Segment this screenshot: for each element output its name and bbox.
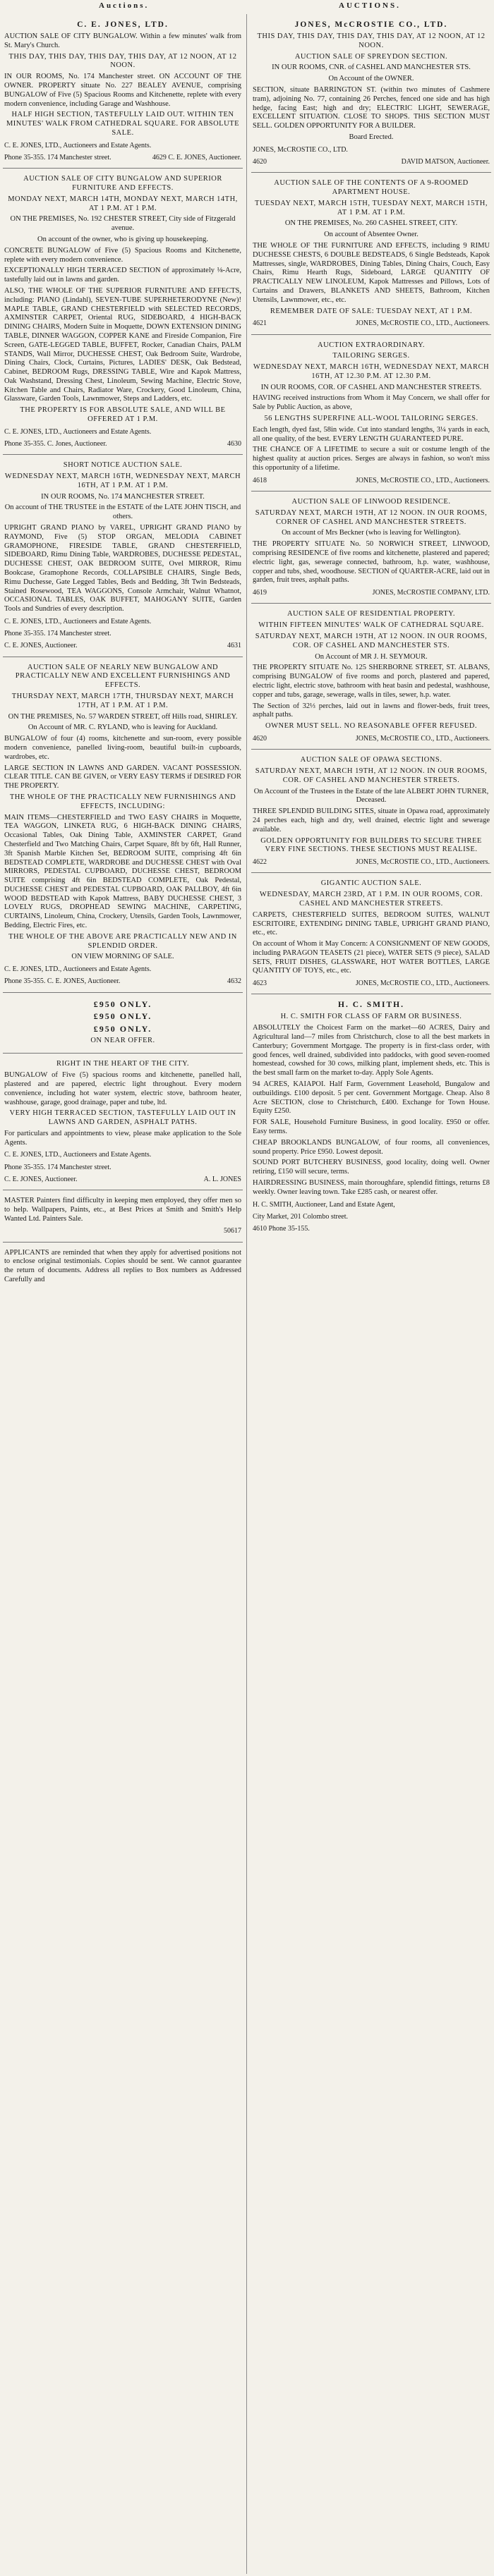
ad-signature: 4619 JONES, McCROSTIE COMPANY, LTD. <box>253 589 490 597</box>
column-rule <box>246 14 247 2574</box>
ad-text: AUCTION SALE OF THE CONTENTS OF A 9-ROOMED APARTMENT HOUSE. <box>274 179 469 196</box>
ad-text: For particulars and appointments to view, please make application to the Sole Agents. <box>4 1129 241 1147</box>
ad-text: TUESDAY NEXT, MARCH 15TH, TUESDAY NEXT, MARCH 15TH, AT 1 P.M. AT 1 P.M. <box>255 199 488 216</box>
ad-signature: H. C. SMITH, Auctioneer, Land and Estate Agent, <box>253 1200 395 1209</box>
ad-bealey-bungalow <box>3 14 243 169</box>
ad-apartment-house <box>251 173 491 334</box>
ad-signature: Phone 35-355. 174 Manchester street. <box>4 630 112 638</box>
ad-residential-property <box>251 604 491 750</box>
ad-text: WEDNESDAY NEXT, MARCH 16TH, WEDNESDAY NEXT, MARCH 16TH, AT 1 P.M. AT 1 P.M. <box>4 472 241 489</box>
ad-text: 56 LENGTHS SUPERFINE ALL-WOOL TAILORING SERGES. <box>264 415 478 423</box>
ad-short-notice <box>3 455 243 657</box>
ad-text: THE PROPERTY IS FOR ABSOLUTE SALE, AND WILL BE OFFERED AT 1 P.M. <box>20 406 226 424</box>
ad-text: £950 ONLY. <box>93 1023 152 1034</box>
ad-signature: 50617 <box>224 1227 241 1235</box>
ad-spreydon-section <box>251 14 491 173</box>
ad-text: On Account of MR J. H. SEYMOUR. <box>315 652 428 661</box>
ad-signature: JONES, McCROSTIE CO., LTD. <box>253 145 348 154</box>
ad-signature: C. E. JONES, LTD., Auctioneers and Estate Agents. <box>4 1151 152 1159</box>
ad-hc-smith <box>251 994 491 1239</box>
ad-text: AUCTION SALE OF RESIDENTIAL PROPERTY. <box>287 610 456 618</box>
ad-text: SECTION, situate BARRINGTON ST. (within two minutes of Cashmere tram), adjoining No. 77, containing 26 Perches, fenced one side and has high hedge, facing East; high and dry; ELECTRIC LIGHT, SEWERAGE, EXCELLENT SITUATION. CLOSE TO SHOPS. THIS SECTION MUST SELL. GOLDEN OPPORTUNITY FOR A BUILDER. <box>253 86 490 130</box>
ad-text: AUCTION EXTRAORDINARY. <box>318 341 425 349</box>
ad-text: BUNGALOW of four (4) rooms, kitchenette and sun-room, every possible modern convenience, panelled living-room, beautiful built-in cupboards, wardrobes, etc. <box>4 735 241 761</box>
ad-chester-street <box>3 169 243 455</box>
ad-text: £950 ONLY. <box>93 1011 152 1022</box>
ad-signature: C. E. JONES, LTD., Auctioneers and Estate Agents. <box>4 965 152 974</box>
ad-signature: 4610 Phone 35-155. <box>253 1225 310 1233</box>
ad-text: IN OUR ROOMS, No. 174 Manchester street. ON ACCOUNT OF THE OWNER. PROPERTY situate No. 227 BEALEY AVENUE, comprising BUNGALOW of Five (5) Spacious Rooms and Kitchenette, replete with every modern convenience, including Garage and Washhouse. <box>4 73 241 108</box>
ad-text: THE PROPERTY SITUATE No. 125 SHERBORNE STREET, ST. ALBANS, comprising BUNGALOW of five rooms and porch, plastered and papered, electric light, electric stove, bathroom with heat basin and pedestal, washhouse, copper and tubs, garage, sewerage, walls in tiles, sewer, h.p. water. <box>253 664 490 699</box>
ad-tailoring-serges <box>251 335 491 492</box>
ad-text: ON THE PREMISES, No. 57 WARDEN STREET, off Hills road, SHIRLEY. <box>8 712 238 721</box>
ad-text: FOR SALE, Household Furniture Business, in good locality. £950 or offer. Easy terms. <box>253 1118 490 1136</box>
ad-text: £950 ONLY. <box>93 999 152 1009</box>
ad-text: TAILORING SERGES. <box>332 352 410 360</box>
ad-signature: City Market, 201 Colombo street. <box>253 1212 348 1221</box>
ad-linwood-residence <box>251 492 491 604</box>
ad-text: HAIRDRESSING BUSINESS, main thoroughfare, splendid fittings, returns £8 weekly. Owner leaving town. Take £285 cash, or nearest offer. <box>253 1179 490 1196</box>
ad-text: THE CHANCE OF A LIFETIME to secure a suit or costume length of the highest quality at auction prices. Serges are always in fashion, so won't miss this opportunity of a lifetime. <box>253 446 490 472</box>
ad-applicants-notice <box>3 1243 243 1293</box>
ad-text: THE PROPERTY SITUATE No. 50 NORWICH STREET, LINWOOD, comprising RESIDENCE of five rooms and kitchenette, plastered and papered; electric light, gas, sewerage connected, bathroom, h.p. water, washhouse, copper and tubs, shed, woodhouse. SECTION of QUARTER-ACRE, laid out in garden, fruit trees, asphalt paths. <box>253 540 490 585</box>
ad-text: On account of the owner, who is giving up housekeeping. <box>37 235 208 243</box>
ad-text: SATURDAY NEXT, MARCH 19TH, AT 12 NOON. IN OUR ROOMS, CORNER OF CASHEL AND MANCHESTER STREETS. <box>255 508 488 526</box>
ad-shirley-bungalow <box>3 657 243 993</box>
ad-text: GIGANTIC AUCTION SALE. <box>320 879 422 888</box>
ad-text: Each length, dyed fast, 58in wide. Cut into standard lengths, 3¼ yards in each, all one quality, of the best. EVERY LENGTH GUARANTEED PURE. <box>253 425 490 443</box>
ad-price-list <box>3 993 243 1054</box>
ad-text: The Section of 32⅓ perches, laid out in lawns and flower-beds, fruit trees, asphalt paths. <box>253 702 490 719</box>
ad-text: MAIN ITEMS—CHESTERFIELD and TWO EASY CHAIRS in Moquette, TEA WAGGON, LINKETA RUG, 6 HIGH-BACK DINING CHAIRS, Occasional Tables, Oak Dining Table, AXMINSTER CARPET, Grand Chesterfield and Two Matching Chairs, Carpet Square, 8ft by 6ft, Hall Runner, 3ft Spanish Marble Kitchen Set, BEDROOM SUITE, comprising 4ft 6in BEDSTEAD COMPLETE, WARDROBE and DUCHESSE CHEST with Oval MIRRORS, PEDESTAL CUPBOARD, DUCHESSE CHEST, BEDROOM SUITE comprising 4ft 6in BEDSTEAD COMPLETE, Oak Pedestal, DUCHESSE CHEST and PEDESTAL CUPBOARD, OAK PALLBOY, 4ft 6in WOOD BEDSTEAD with Kapok Mattress, BABY DUCHESSE CHEST, 3 LOVELY RUGS, DROPHEAD SEWING MACHINE, CARPETING, CURTAINS, Linoleum, China, Crockery, Utensils, Garden Tools, Lawnmower, Bedding, Electric Fires, etc. <box>4 813 241 930</box>
ad-text: RIGHT IN THE HEART OF THE CITY. <box>56 1060 190 1068</box>
header-left: Auctions. <box>99 1 150 10</box>
ad-text: CONCRETE BUNGALOW of Five (5) Spacious Rooms and Kitchenette, replete with every modern convenience. <box>4 246 241 264</box>
ad-opawa-sections <box>251 750 491 873</box>
right-column <box>251 14 491 2574</box>
ad-signature: 4621 JONES, McCROSTIE CO., LTD., Auctioneers. <box>253 319 490 328</box>
ad-text: LARGE SECTION IN LAWNS AND GARDEN. VACANT POSSESSION. CLEAR TITLE. CAN BE GIVEN, or VERY EASY TERMS if DESIRED FOR THE PROPERTY. <box>4 764 241 790</box>
ad-signature: Phone 35-355. 174 Manchester street. 4629 C. E. JONES, Auctioneer. <box>4 153 241 161</box>
ad-signature: C. E. JONES, LTD., Auctioneers and Estate Agents. <box>4 618 152 625</box>
ad-text: SATURDAY NEXT, MARCH 19TH, AT 12 NOON. IN OUR ROOMS, COR. OF CASHEL AND MANCHESTER STS. <box>255 633 488 649</box>
ad-text: WEDNESDAY, MARCH 23RD, AT 1 P.M. IN OUR ROOMS, COR. CASHEL AND MANCHESTER STREETS. <box>259 891 483 908</box>
ad-text: HALF HIGH SECTION, TASTEFULLY LAID OUT. WITHIN TEN MINUTES' WALK FROM CATHEDRAL SQUARE. FOR ABSOLUTE SALE. <box>6 111 240 137</box>
ad-text: UPRIGHT GRAND PIANO by VAREL, UPRIGHT GRAND PIANO by RAYMOND, Five (5) STOP ORGAN, MELODIA CABINET GRAMOPHONE, FIRESIDE TABLE, GRAND CHESTERFIELD, SIDEBOARD, Rimu Dining Table, WARDROBES, DUCHESSE PEDESTAL, DUCHESSE CHEST, OAK BEDROOM SUITE, Ovel MIRROR, Rimu Bookcase, Gramophone Records, COLLAPSIBLE CHAIRS, Single Beds, Rimu Duchesse, Gate Legged Tables, Beds and Bedding, 3ft Twin Bedsteads, Stained Rosewood, TEA WAGGONS, Console Armchair, Walnut Whatnot, OCCASIONAL TABLES, OAK BUFFET, MAHOGANY SUITE, Garden Tools and Sundries of every description. <box>4 524 241 614</box>
ad-signature: 4620 JONES, McCROSTIE CO., LTD., Auctioneers. <box>253 734 490 743</box>
ad-text: CHEAP BROOKLANDS BUNGALOW, of four rooms, all conveniences, sound property. Price £950. Lowest deposit. <box>253 1138 490 1156</box>
ad-text: ON VIEW MORNING OF SALE. <box>71 953 174 961</box>
ad-text: SOUND PORT BUTCHERY BUSINESS, good locality, doing well. Owner retiring, £150 will secure, terms. <box>253 1159 490 1176</box>
ad-text: REMEMBER DATE OF SALE: TUESDAY NEXT, AT 1 P.M. <box>270 307 473 315</box>
ad-signature: C. E. JONES, LTD., Auctioneers and Estate Agents. <box>4 141 152 149</box>
ad-text: THE WHOLE OF THE FURNITURE AND EFFECTS, including 9 RIMU DUCHESSE CHESTS, 6 DOUBLE BEDSTEADS, 6 Single Bedsteads, Kapok Mattresses, single, WARDROBES, Dining Tables, Dining Chairs, Couch, Easy Chairs, Rimu Hearth Rugs, Sideboard, LARGE QUANTITY OF PRACTICALLY NEW LINOLEUM, Kapok Mattresses and Pillows, Lots of Curtains and Drawers, BLANKETS AND SHEETS, Bathroom, Kitchen Utensils, Lawnmower, etc., etc. <box>253 241 490 304</box>
ad-text: VERY HIGH TERRACED SECTION, TASTEFULLY LAID OUT IN LAWNS AND GARDEN, ASPHALT PATHS. <box>9 1109 236 1127</box>
ad-text: WITHIN FIFTEEN MINUTES' WALK OF CATHEDRAL SQUARE. <box>258 621 484 630</box>
ad-text: WEDNESDAY NEXT, MARCH 16TH, WEDNESDAY NEXT, MARCH 16TH, AT 12.30 P.M. AT 12.30 P.M. <box>253 363 490 380</box>
ad-text: THURSDAY NEXT, MARCH 17TH, THURSDAY NEXT, MARCH 17TH, AT 1 P.M. AT 1 P.M. <box>11 692 234 709</box>
ad-text: THIS DAY, THIS DAY, THIS DAY, THIS DAY, AT 12 NOON, AT 12 NOON. <box>8 52 237 70</box>
left-column <box>3 14 243 2574</box>
ad-text: HAVING received instructions from Whom it May Concern, we shall offer for Sale by Public Auction, as above, <box>253 394 490 412</box>
ad-text: AUCTION SALE OF SPREYDON SECTION. <box>294 52 448 61</box>
ad-text: AUCTION SALE OF OPAWA SECTIONS. <box>300 756 442 764</box>
ad-signature: C. E. JONES, Auctioneer. 4631 <box>4 642 241 650</box>
ad-text: ON THE PREMISES, No. 192 CHESTER STREET, City side of Fitzgerald avenue. <box>10 215 236 233</box>
ad-text: ON NEAR OFFER. <box>90 1036 155 1044</box>
ad-signature: 4620 DAVID MATSON, Auctioneer. <box>253 157 490 166</box>
ad-signature: 4618 JONES, McCROSTIE CO., LTD., Auctioneers. <box>253 476 490 484</box>
ad-text: CARPETS, CHESTERFIELD SUITES, BEDROOM SUITES, WALNUT ESCRITOIRE, EXTENDING DINING TABLE, UPRIGHT GRAND PIANO, etc., etc. <box>253 910 490 937</box>
ad-text: On Account of the OWNER. <box>328 75 414 83</box>
ad-text: MONDAY NEXT, MARCH 14TH, MONDAY NEXT, MARCH 14TH, AT 1 P.M. AT 1 P.M. <box>8 195 238 212</box>
ad-text: THREE SPLENDID BUILDING SITES, situate in Opawa road, approximately 24 perches each, high and dry, well drained, electric light and sewerage available. <box>253 807 490 834</box>
ad-city-bungalow <box>3 1054 243 1190</box>
ad-text: On account of Absentee Owner. <box>324 231 418 239</box>
ad-text: ON THE PREMISES, No. 260 CASHEL STREET, CITY. <box>284 219 458 228</box>
ad-signature: 4623 JONES, McCROSTIE CO., LTD., Auctioneers. <box>253 979 490 988</box>
header-right: AUCTIONS. <box>339 1 401 10</box>
ad-text: BUNGALOW of Five (5) spacious rooms and kitchenette, panelled hall, plastered and are papered, electric light throughout. Every modern convenience, including hot water system, electric stove, bathroom heater, washhouse, garage, good drainage, paper and tube, ltd. <box>4 1071 241 1106</box>
ad-signature: Phone 35-355. C. E. JONES, Auctioneer. 4632 <box>4 977 241 986</box>
ad-text: SATURDAY NEXT, MARCH 19TH, AT 12 NOON. IN OUR ROOMS, COR. OF CASHEL AND MANCHESTER STREETS. <box>255 767 488 784</box>
ad-signature: C. E. JONES, LTD., Auctioneers and Estate Agents. <box>4 427 152 436</box>
ad-text: On account of THE TRUSTEE in the ESTATE of the LATE JOHN TISCH, and others. <box>4 503 241 521</box>
advertiser-name: JONES, McCROSTIE CO., LTD. <box>294 20 448 29</box>
ad-signature: C. E. JONES, Auctioneer. A. L. JONES <box>4 1175 241 1183</box>
ad-signature: 4622 JONES, McCROSTIE CO., LTD., Auctioneers. <box>253 858 490 867</box>
ad-signature: Phone 35-355. C. Jones, Auctioneer. 4630 <box>4 440 241 448</box>
ad-text: SHORT NOTICE AUCTION SALE. <box>63 461 183 470</box>
ad-text: EXCEPTIONALLY HIGH TERRACED SECTION of approximately ⅛-Acre, tastefully laid out in lawns and garden. <box>4 267 241 284</box>
ad-text: On account of Mrs Beckner (who is leaving for Wellington). <box>282 529 461 537</box>
ad-text: MASTER Painters find difficulty in keeping men employed, they offer men so to help. Wallpapers, Paints, etc., at Best Prices at Smith and Smith's Help Wanted Ltd. Painters Sale. <box>4 1197 241 1223</box>
ad-text: THE WHOLE OF THE PRACTICALLY NEW FURNISHINGS AND EFFECTS, INCLUDING: <box>9 793 236 810</box>
ad-master-painters <box>3 1190 243 1243</box>
ad-text: 94 ACRES, KAIAPOI. Half Farm, Government Leasehold, Bungalow and outbuildings. £100 deposit. 5 per cent. Government Mortgage. Cheap. Also 8 Acre SECTION, close to Christchurch, £400. Exchange for Town House. Equity £250. <box>253 1080 490 1116</box>
ad-text: IN OUR ROOMS, No. 174 MANCHESTER STREET. <box>41 492 205 501</box>
ad-text: ABSOLUTELY the Choicest Farm on the market—60 ACRES, Dairy and Agricultural land—7 miles from Christchurch, close to all the best markets in Canterbury; Government Mortgage. The property is in first-class order, with good fences, well drained, subdivided into paddocks, with good seven-roomed homestead, cowshed for 30 cows, milking plant, implement sheds, etc. This is the best small farm on the market to-day. Apply Sole Agents. <box>253 1024 490 1078</box>
ad-text: AUCTION SALE OF NEARLY NEW BUNGALOW AND PRACTICALLY NEW AND EXCELLENT FURNISHINGS AND EFFECTS. <box>15 663 231 690</box>
ad-text: THE WHOLE OF THE ABOVE ARE PRACTICALLY NEW AND IN SPLENDID ORDER. <box>8 932 237 950</box>
ad-text: GOLDEN OPPORTUNITY FOR BUILDERS TO SECURE THREE VERY FINE SECTIONS. THESE SECTIONS MUST REALISE. <box>260 836 482 854</box>
page-header <box>0 0 494 14</box>
ad-text: On Account of MR. C. RYLAND, who is leaving for Auckland. <box>28 724 218 732</box>
ad-signature: Phone 35-355. 174 Manchester street. <box>4 1163 112 1171</box>
ad-text: OWNER MUST SELL. NO REASONABLE OFFER REFUSED. <box>265 722 477 731</box>
ad-text: THIS DAY, THIS DAY, THIS DAY, THIS DAY, AT 12 NOON, AT 12 NOON. <box>257 32 486 49</box>
ad-text: On account of Whom it May Concern: A CONSIGNMENT OF NEW GOODS, including PARAGON TEASETS (21 piece), WATER SETS (9 piece), SALAD SETS, FRUIT DISHES, GLASSWARE, HOT WATER BOTTLES, LARGE QUANTITY OF TOYS, etc., etc. <box>253 940 490 975</box>
ad-text: AUCTION SALE OF CITY BUNGALOW. Within a few minutes' walk from St. Mary's Church. <box>4 32 241 49</box>
ad-text: H. C. SMITH FOR CLASS OF FARM OR BUSINESS. <box>280 1013 462 1021</box>
advertiser-name: H. C. SMITH. <box>338 1001 404 1010</box>
ad-text: IN OUR ROOMS, CNR. of CASHEL AND MANCHESTER STS. <box>272 63 471 72</box>
ad-text: AUCTION SALE OF CITY BUNGALOW AND SUPERIOR FURNITURE AND EFFECTS. <box>23 175 222 192</box>
ad-text: ALSO, THE WHOLE OF THE SUPERIOR FURNITURE AND EFFECTS, including: PIANO (Lindahl), SEVEN-TUBE SUPERHETERODYNE (New)! MAPLE TABLE, GRAND CHESTERFIELD with SELECTED RECORDS, AXMINSTER CARPET, Oriental RUG, SIDEBOARD, 4 HIGH-BACK DINING CHAIRS, Modern Suite in Moquette, DOWN EXTENSION DINING TABLE, DINNER WAGGON, COPPER KANE and Fireside Companion, Fire Screen, GATE-LEGGED TABLE, BUFFET, Rocker, Canadian Chairs, PALM STANDS, Wall Mirror, DUCHESSE CHEST, Oak Bedroom Suite, Wardrobe, Dining Chairs, Clock, Curtains, Pictures, LADIES' DESK, Oak Bedstead, Cabinet, BEDROOM Rugs, DRESSING TABLE, Wire and Kapok Mattress, Oak Washstand, Dressing Chest, Linoleum, Sewing Machine, Electric Stove, Kitchen Table and Chairs, Radiator Ware, Crockery, Good Linoleum, China, Glassware, Garden Tools, Lawnmower, Steps and Ladders, etc. <box>4 286 241 403</box>
ad-text: Board Erected. <box>349 133 394 141</box>
ad-gigantic-sale <box>251 873 491 994</box>
ad-text: IN OUR ROOMS, COR. OF CASHEL AND MANCHESTER STREETS. <box>260 383 482 391</box>
ad-text: AUCTION SALE OF LINWOOD RESIDENCE. <box>291 498 451 506</box>
advertiser-name: C. E. JONES, LTD. <box>77 20 169 29</box>
ad-text: On Account of the Trustees in the Estate of the late ALBERT JOHN TURNER, Deceased. <box>253 787 489 805</box>
ad-text: APPLICANTS are reminded that when they apply for advertised positions not to enclose original testimonials. Copies should be sent. We cannot guarantee the return of documents. Address all replies to Box numbers as Addressed Carefully and <box>4 1248 241 1284</box>
